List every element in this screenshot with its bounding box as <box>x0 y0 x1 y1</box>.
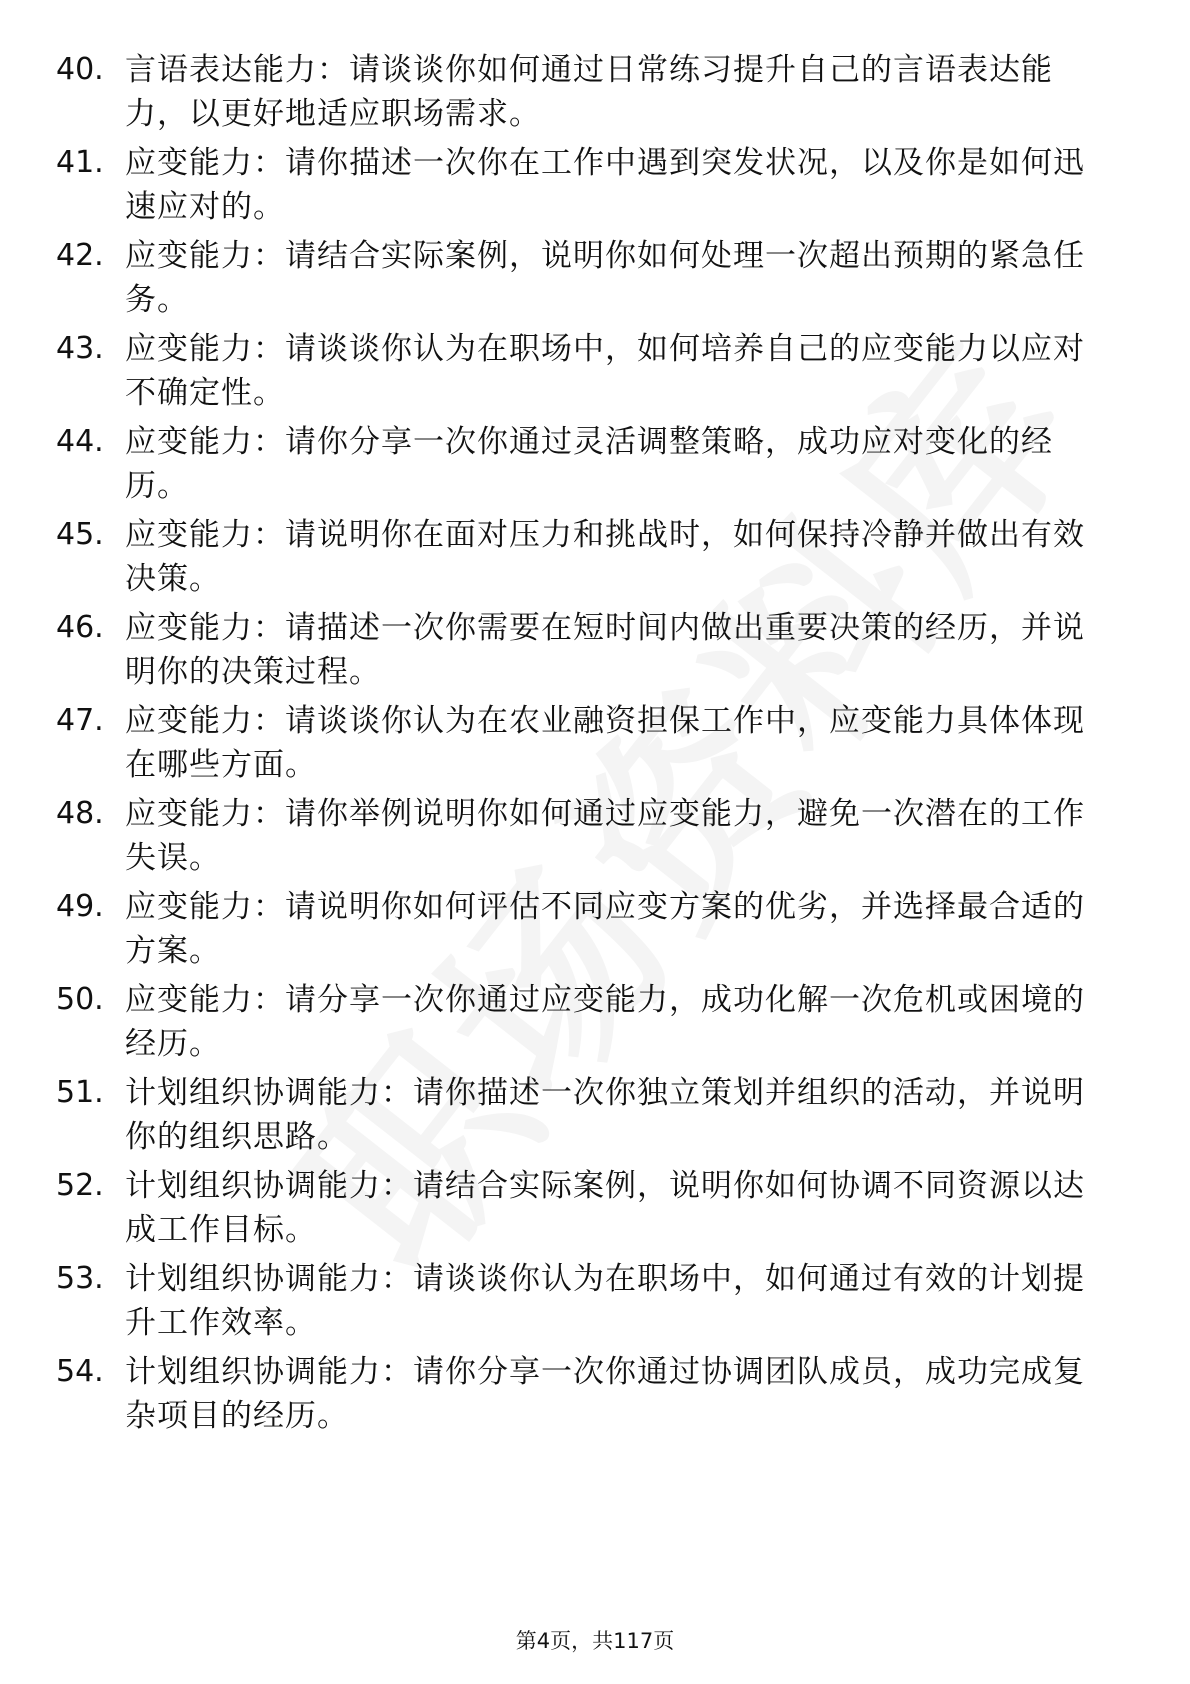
question-text: 应变能力：请谈谈你认为在农业融资担保工作中，应变能力具体体现在哪些方面。 <box>125 703 1085 783</box>
question-item <box>0 513 1190 603</box>
question-item <box>0 1164 1190 1254</box>
question-number: 43. <box>56 331 104 366</box>
question-item <box>0 141 1190 231</box>
question-number: 46. <box>56 610 104 645</box>
question-text: 应变能力：请你描述一次你在工作中遇到突发状况，以及你是如何迅速应对的。 <box>125 145 1085 225</box>
question-number: 40. <box>56 52 104 87</box>
question-item <box>0 234 1190 324</box>
question-text: 应变能力：请结合实际案例，说明你如何处理一次超出预期的紧急任务。 <box>125 238 1085 318</box>
question-number: 50. <box>56 982 104 1017</box>
question-text: 计划组织协调能力：请谈谈你认为在职场中，如何通过有效的计划提升工作效率。 <box>125 1261 1085 1341</box>
question-item <box>0 792 1190 882</box>
question-number: 54. <box>56 1354 104 1389</box>
question-item <box>0 885 1190 975</box>
question-text: 言语表达能力：请谈谈你如何通过日常练习提升自己的言语表达能力，以更好地适应职场需求。 <box>125 52 1053 132</box>
question-number: 48. <box>56 796 104 831</box>
question-item <box>0 327 1190 417</box>
question-text: 应变能力：请分享一次你通过应变能力，成功化解一次危机或困境的经历。 <box>125 982 1085 1062</box>
question-number: 52. <box>56 1168 104 1203</box>
question-number: 47. <box>56 703 104 738</box>
question-number: 45. <box>56 517 104 552</box>
question-text: 计划组织协调能力：请结合实际案例，说明你如何协调不同资源以达成工作目标。 <box>125 1168 1085 1248</box>
question-number: 53. <box>56 1261 104 1296</box>
question-number: 51. <box>56 1075 104 1110</box>
question-text: 应变能力：请描述一次你需要在短时间内做出重要决策的经历，并说明你的决策过程。 <box>125 610 1085 690</box>
page-number: 第4页，共117页 <box>515 1629 675 1653</box>
question-item <box>0 606 1190 696</box>
question-text: 应变能力：请谈谈你认为在职场中，如何培养自己的应变能力以应对不确定性。 <box>125 331 1085 411</box>
question-item <box>0 1071 1190 1161</box>
question-text: 应变能力：请说明你在面对压力和挑战时，如何保持冷静并做出有效决策。 <box>125 517 1085 597</box>
question-item <box>0 978 1190 1068</box>
question-item <box>0 48 1190 138</box>
question-item <box>0 1350 1190 1440</box>
question-text: 计划组织协调能力：请你描述一次你独立策划并组织的活动，并说明你的组织思路。 <box>125 1075 1085 1155</box>
page-footer <box>0 1626 1190 1656</box>
question-number: 42. <box>56 238 104 273</box>
question-text: 计划组织协调能力：请你分享一次你通过协调团队成员，成功完成复杂项目的经历。 <box>125 1354 1085 1434</box>
question-text: 应变能力：请说明你如何评估不同应变方案的优劣，并选择最合适的方案。 <box>125 889 1085 969</box>
question-text: 应变能力：请你举例说明你如何通过应变能力，避免一次潜在的工作失误。 <box>125 796 1085 876</box>
question-text: 应变能力：请你分享一次你通过灵活调整策略，成功应对变化的经历。 <box>125 424 1053 504</box>
question-number: 44. <box>56 424 104 459</box>
question-item <box>0 420 1190 510</box>
question-number: 49. <box>56 889 104 924</box>
question-number: 41. <box>56 145 104 180</box>
question-item <box>0 1257 1190 1347</box>
question-item <box>0 699 1190 789</box>
